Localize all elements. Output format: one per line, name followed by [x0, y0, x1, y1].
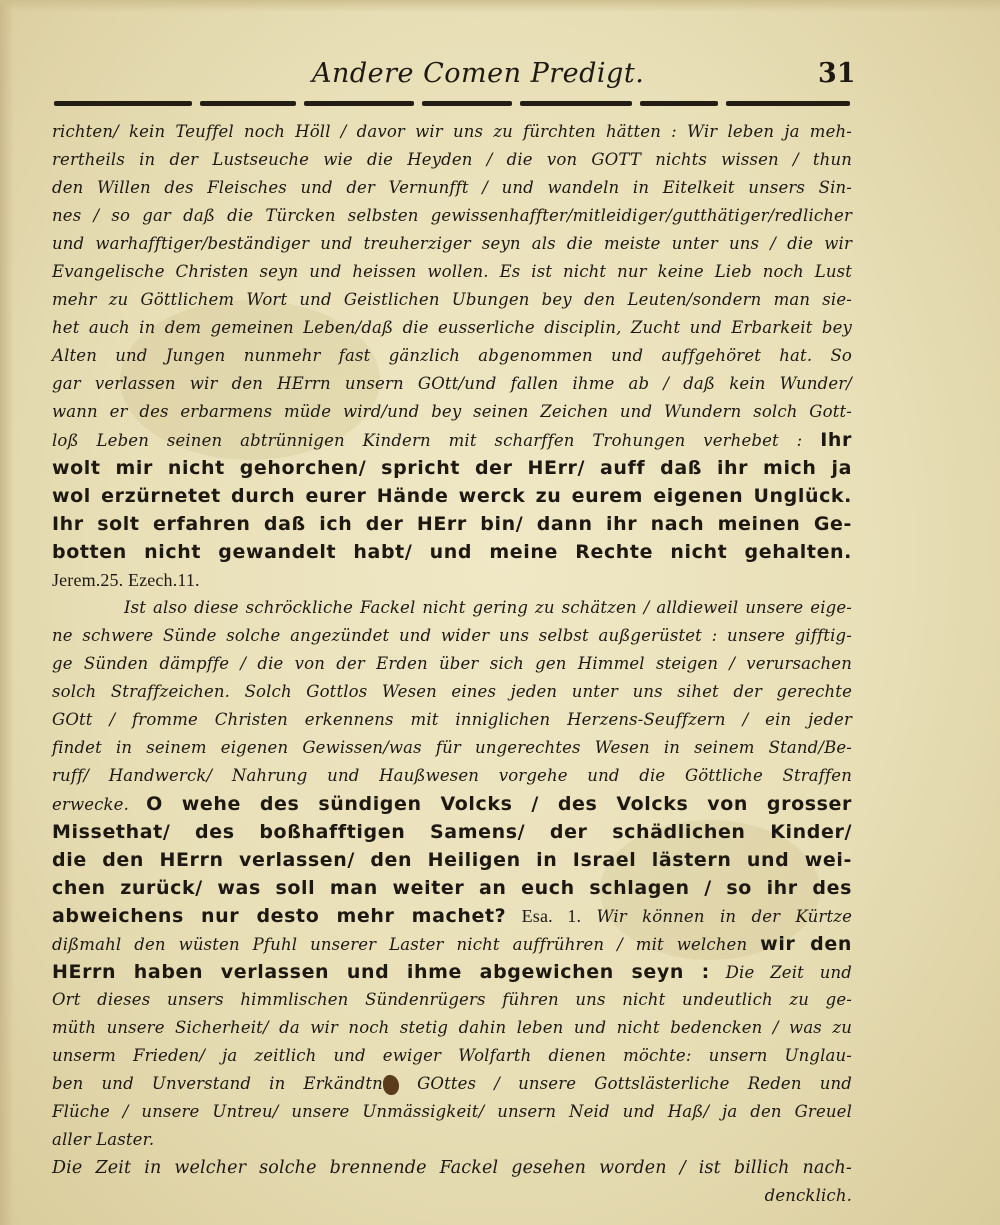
text-line: Alten und Jungen nunmehr fast gänzlich abgenommen und auffgehöret hat. So — [52, 346, 852, 365]
scripture-quote-line — [52, 818, 852, 846]
text-line: wann er des erbarmens müde wird/und bey seinen Zeichen und Wundern solch Gott‑ — [52, 402, 852, 421]
scripture-reference: Jerem.25. Ezech.11. — [52, 570, 200, 590]
scripture-quote: O wehe des sündigen Volcks / des Volcks von grosser — [146, 793, 852, 815]
text-line: gar verlassen wir den HErrn unsern GOtt/und fallen ihme ab / daß kein Wunder/ — [52, 374, 852, 393]
text-line: het auch in dem gemeinen Leben/daß die eusserliche disciplin, Zucht und Erbarkeit bey — [52, 318, 852, 337]
scripture-quote: wolt mir nicht gehorchen/ spricht der HErr/ auff daß ihr mich ja — [52, 457, 852, 479]
text-segment: Wir können in der Kürtze — [596, 907, 852, 926]
header-rule — [54, 101, 850, 107]
text-segment: GOttes / unsere Gottslästerliche Reden und — [417, 1074, 852, 1093]
text-line: unserm Frieden/ ja zeitlich und ewiger Wolfarth dienen möchte: unsern Unglau‑ — [52, 1046, 852, 1065]
text-line — [52, 1070, 852, 1098]
scripture-quote: wir den — [760, 933, 852, 955]
text-segment: loß Leben seinen abtrünnigen Kindern mit scharffen Trohungen verhebet : — [52, 431, 803, 450]
text-line: mehr zu Göttlichem Wort und Geistlichen Ubungen bey den Leuten/sondern man sie‑ — [52, 290, 852, 309]
scripture-quote-line — [52, 846, 852, 874]
text-line: Ort dieses unsers himmlischen Sündenrügers führen uns nicht undeutlich zu ge‑ — [52, 990, 852, 1009]
text-line: GOtt / fromme Christen erkennens mit inniglichen Herzens-Seuffzern / ein jeder — [52, 710, 852, 729]
ink-blot — [383, 1075, 399, 1095]
scripture-quote: Ihr — [820, 429, 852, 451]
scripture-quote: wol erzürnetet durch eurer Hände werck zu eurem eigenen Unglück. — [52, 485, 852, 507]
text-line — [52, 958, 852, 986]
scripture-quote: chen zurück/ was soll man weiter an euch schlagen / so ihr des — [52, 877, 852, 899]
scripture-quote-line — [52, 482, 852, 510]
text-line — [52, 930, 852, 958]
scripture-quote-line — [52, 454, 852, 482]
scripture-quote: HErrn haben verlassen und ihme abgewichen seyn : — [52, 961, 710, 983]
text-line: Ist also diese schröckliche Fackel nicht gering zu schätzen / alldieweil unsere eige‑ — [124, 598, 852, 617]
page-top-shadow — [0, 0, 1000, 12]
scripture-quote: botten nicht gewandelt habt/ und meine Rechte nicht gehalten. — [52, 541, 852, 563]
scripture-quote: die den HErrn verlassen/ den Heiligen in Israel lästern und wei‑ — [52, 849, 852, 871]
text-segment: Die Zeit und — [725, 963, 853, 982]
text-line: ne schwere Sünde solche angezündet und wider uns selbst außgerüstet : unsere gifftig‑ — [52, 626, 852, 645]
scripture-quote-line — [52, 510, 852, 538]
scripture-quote-line — [52, 874, 852, 902]
text-line: müth unsere Sicherheit/ da wir noch stetig dahin leben und nicht bedencken / was zu — [52, 1018, 852, 1037]
text-line: richten/ kein Teuffel noch Höll / davor wir uns zu fürchten hätten : Wir leben ja meh‑ — [52, 122, 852, 141]
text-segment: ben und Unverstand in Erkändtn — [52, 1074, 383, 1093]
text-line: rertheils in der Lustseuche wie die Heyden / die von GOTT nichts wissen / thun — [52, 150, 852, 169]
body-text — [52, 118, 852, 1210]
text-line: Flüche / unsere Untreu/ unsere Unmässigkeit/ unsern Neid und Haß/ ja den Greuel — [52, 1102, 852, 1121]
scripture-reference: Esa. 1. — [521, 906, 582, 926]
scripture-quote: Missethat/ des boßhafftigen Samens/ der schädlichen Kinder/ — [52, 821, 852, 843]
scripture-quote-line — [52, 538, 852, 566]
text-line: solch Straffzeichen. Solch Gottlos Wesen eines jeden unter uns sihet der gerechte — [52, 682, 852, 701]
text-line: Die Zeit in welcher solche brennende Fackel gesehen worden / ist billich nach‑ — [52, 1158, 852, 1178]
text-line: aller Laster. — [52, 1130, 155, 1149]
reference-line — [52, 566, 852, 594]
text-segment: erwecke. — [52, 795, 129, 814]
text-segment: dißmahl den wüsten Pfuhl unserer Laster nicht auffrühren / mit welchen — [52, 935, 748, 954]
page-number: 31 — [818, 58, 856, 89]
scripture-quote: abweichens nur desto mehr machet? — [52, 905, 507, 927]
text-line: nes / so gar daß die Türcken selbsten gewissenhaffter/mitleidiger/gutthätiger/redlicher — [52, 206, 852, 225]
text-line: ruff/ Handwerck/ Nahrung und Haußwesen vorgehe und die Göttliche Straffen — [52, 766, 852, 785]
scripture-quote: Ihr solt erfahren daß ich der HErr bin/ dann ihr nach meinen Ge‑ — [52, 513, 852, 535]
text-line: findet in seinem eigenen Gewissen/was für ungerechtes Wesen in seinem Stand/Be‑ — [52, 738, 852, 757]
page-edge-shadow — [0, 0, 14, 1225]
text-line: und warhafftiger/beständiger und treuherziger seyn als die meiste unter uns / die wir — [52, 234, 852, 253]
text-line: Evangelische Christen seyn und heissen wollen. Es ist nicht nur keine Lieb noch Lust — [52, 262, 852, 281]
text-line — [52, 902, 852, 930]
text-line — [52, 426, 852, 454]
catchword: dencklich. — [764, 1186, 852, 1205]
text-line: ge Sünden dämpffe / die von der Erden über sich gen Himmel steigen / verursachen — [52, 654, 852, 673]
text-line — [52, 790, 852, 818]
text-line: den Willen des Fleisches und der Vernunfft / und wandeln in Eitelkeit unsers Sin‑ — [52, 178, 852, 197]
page-title: Andere Comen Predigt. — [312, 58, 645, 89]
running-head — [0, 58, 1000, 98]
